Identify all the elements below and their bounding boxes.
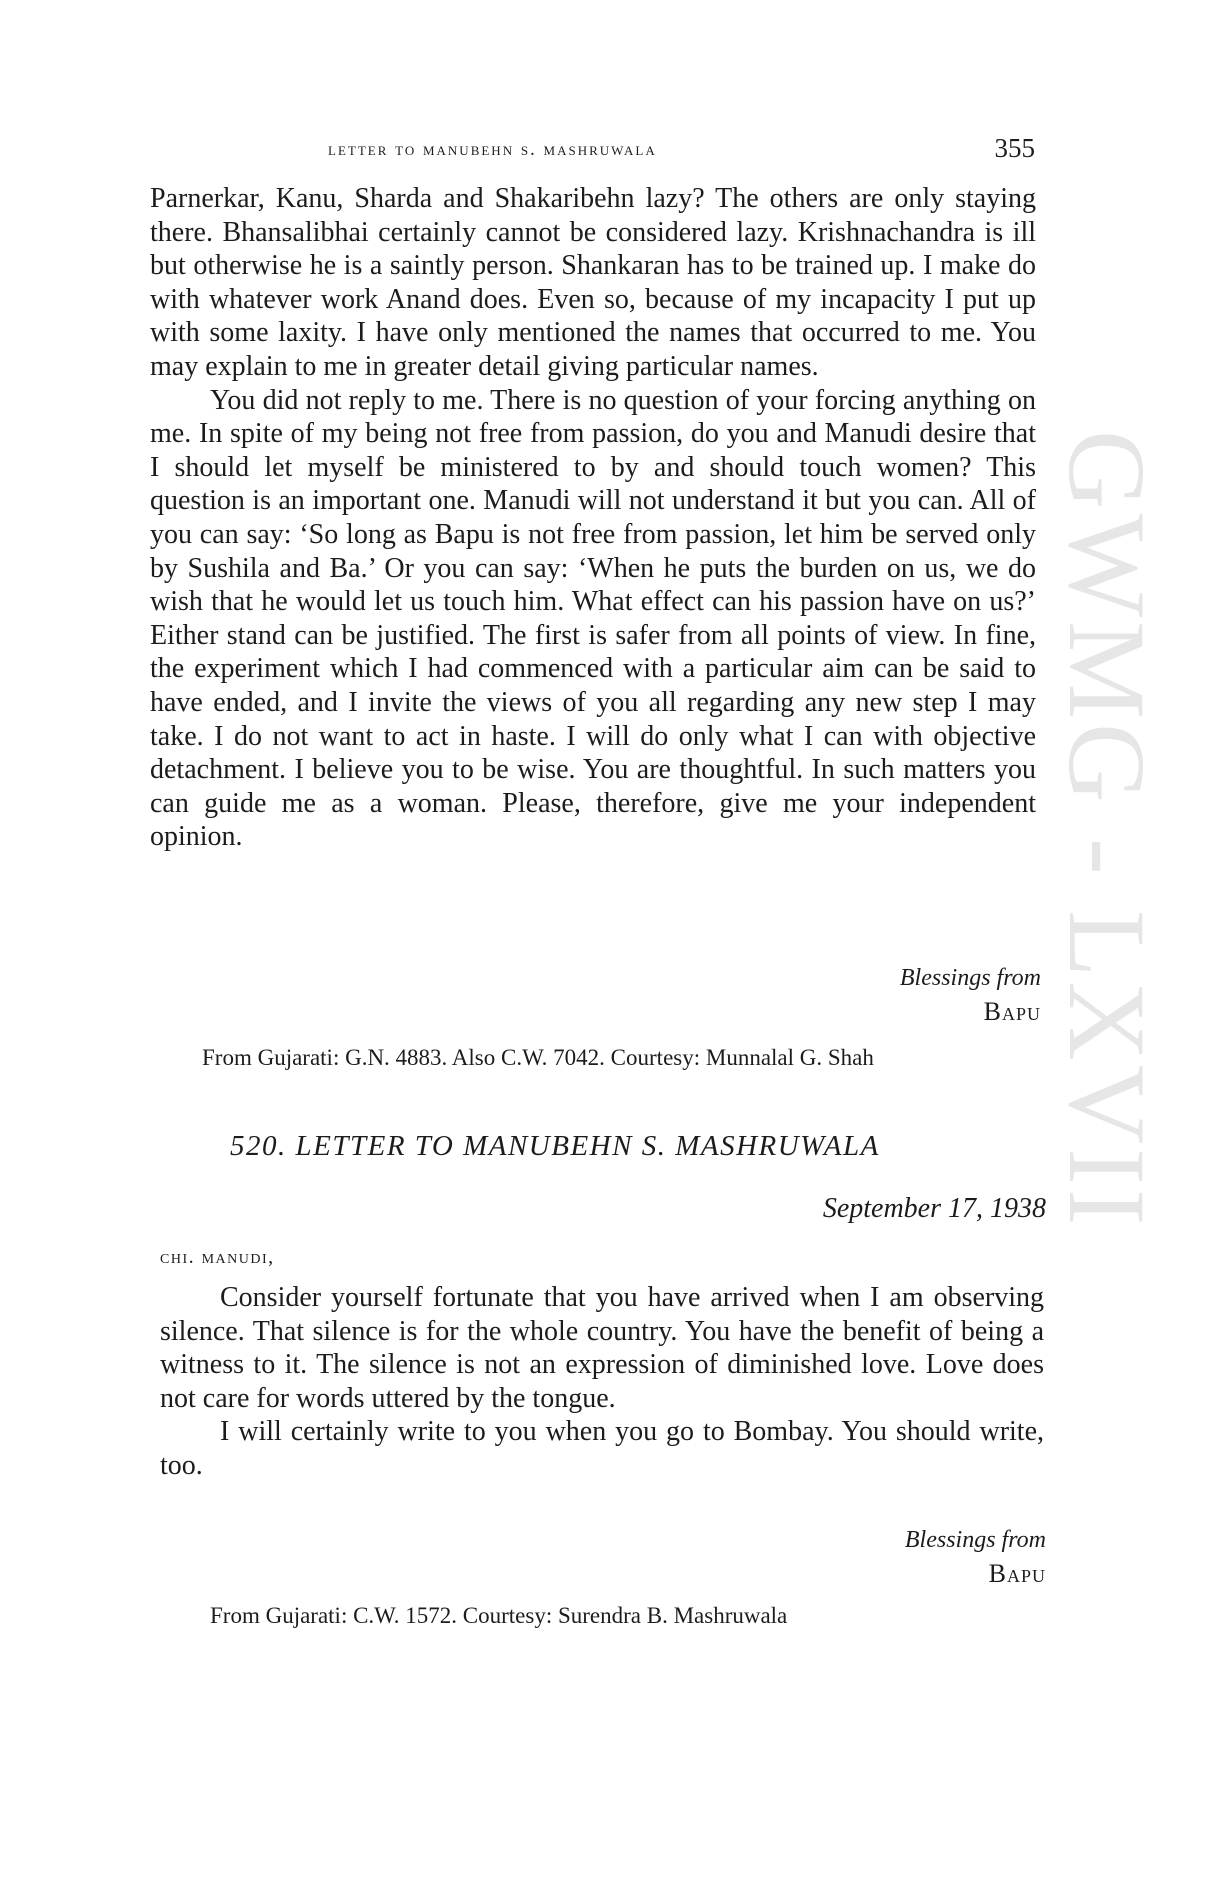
letter-1-signature: Bapu — [983, 997, 1041, 1026]
letter-2-source: From Gujarati: C.W. 1572. Courtesy: Surendra B. Mashruwala — [210, 1603, 788, 1628]
letter-1-paragraph-2: You did not reply to me. There is no question of your forcing anything on me. In spite of my being not free from passion, do you and Manudi desire that I should let myself be ministered to by and should touch women? This question is an important one. Manudi will not understand it but you can. All of you can say: ‘So long as Bapu is not free from passion, let him be served only by Sushila and Ba.’ Or you can say: ‘When he puts the burden on us, we do wish that he would let us touch him. What effect can his passion have on us?’ Either stand can be justified. The first is safer from all points of view. In fine, the experiment which I had commenced with a particular aim can be said to have ended, and I invite the views of you all regarding any new step I may take. I do not want to act in haste. I will do only what I can with objective detachment. I believe you to be wise. You are thoughtful. In such matters you can guide me as a woman. Please, therefore, give me your independent opinion. — [150, 384, 1036, 853]
letter-2-closing: Blessings from — [904, 1527, 1046, 1553]
letter-1-signoff — [900, 962, 1041, 1029]
watermark — [1046, 430, 1170, 1490]
running-head — [150, 133, 1035, 167]
letter-1-closing: Blessings from — [899, 965, 1041, 991]
letter-1-body — [150, 182, 1036, 854]
letter-2-date: September 17, 1938 — [822, 1193, 1046, 1224]
letter-1-paragraph-1: Parnerkar, Kanu, Sharda and Shakaribehn lazy? The others are only staying there. Bhansalibhai certainly cannot be considered lazy. Krishnachandra is ill but otherwise he is a saintly person. Shankaran has to be trained up. I make do with whatever work Anand does. Even so, because of my incapacity I put up with some laxity. I have only mentioned the names that occurred to me. You may explain to me in greater detail giving particular names. — [150, 183, 1036, 382]
letter-2-body — [160, 1281, 1044, 1483]
running-head-title: letter to manubehn s. mashruwala — [328, 139, 657, 160]
page-number: 355 — [994, 133, 1035, 163]
letter-2-signature: Bapu — [988, 1559, 1046, 1588]
letter-2-heading: 520. LETTER TO MANUBEHN S. MASHRUWALA — [230, 1130, 880, 1162]
letter-2-salutation: chi. manudi, — [160, 1246, 275, 1268]
letter-2-signoff — [905, 1524, 1046, 1591]
watermark-text: GWMG - LXVII — [1046, 430, 1168, 1230]
letter-2-paragraph-2: I will certainly write to you when you go to Bombay. You should write, too. — [160, 1416, 1044, 1481]
letter-1-source: From Gujarati: G.N. 4883. Also C.W. 7042. Courtesy: Munnalal G. Shah — [202, 1045, 874, 1070]
letter-2-paragraph-1: Consider yourself fortunate that you have arrived when I am observing silence. That silence is for the whole country. You have the benefit of being a witness to it. The silence is not an expression of diminished love. Love does not care for words uttered by the tongue. — [160, 1282, 1044, 1414]
